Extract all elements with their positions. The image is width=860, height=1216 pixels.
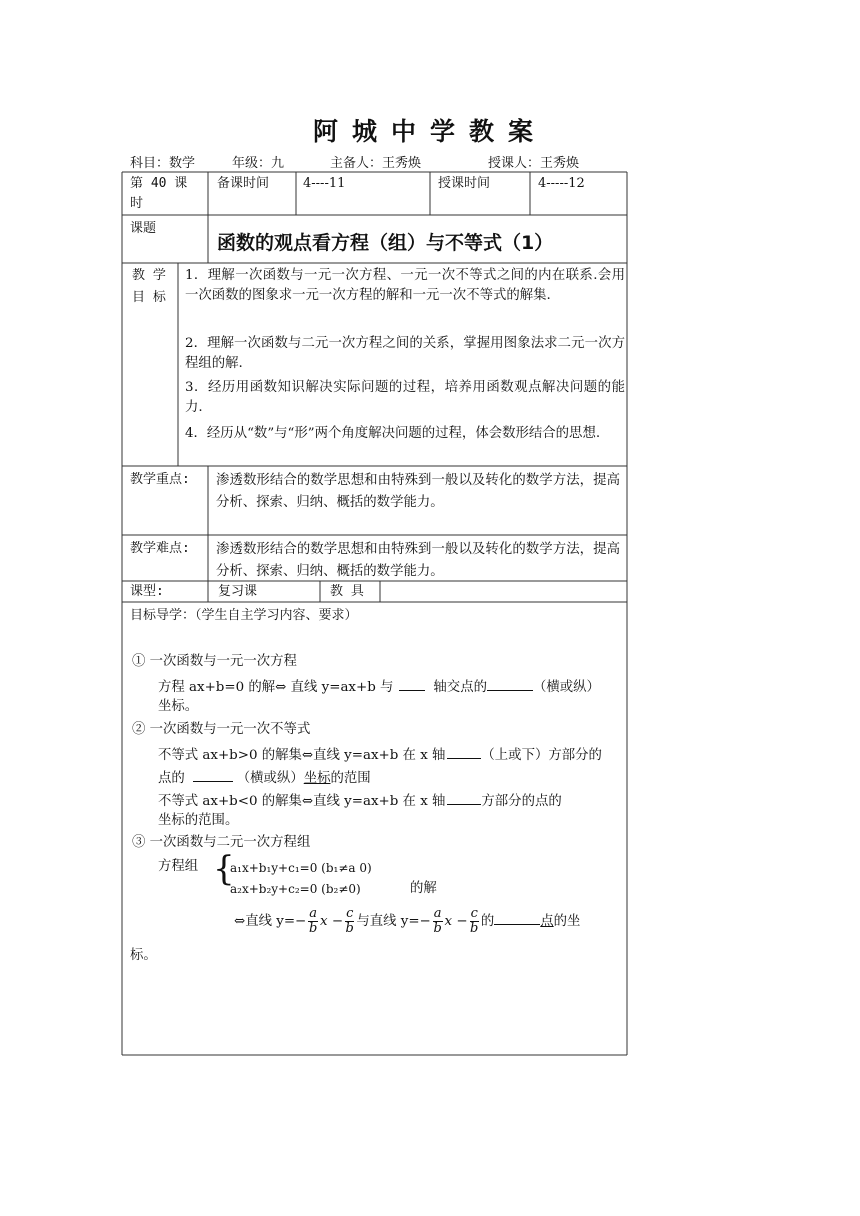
goal-item-2: 2．理解一次函数与二元一次方程之间的关系，掌握用图象法求二元一次方程组的解. (185, 336, 625, 371)
formula-tail: 标。 (130, 948, 157, 963)
brace-icon: { (213, 849, 235, 889)
intersection-type-blank[interactable] (494, 909, 540, 925)
section-2-line-4: 坐标的范围。 (158, 813, 239, 828)
goals-label-line2: 目 标 (132, 290, 166, 305)
section-2-line-2: 点的 （横或纵）坐标的范围 (158, 766, 371, 789)
axis-blank[interactable] (399, 675, 425, 691)
teach-time-label: 授课时间 (438, 176, 491, 191)
goal-item-3: 3．经历用函数知识解决实际问题的过程，培养用函数观点解决问题的能力. (185, 380, 625, 415)
fraction-c-b-1: $\frac{c}{b}$ (345, 906, 354, 936)
goal-item-1: 1．理解一次函数与一元一次方程、一元一次不等式之间的内在联系.会用一次函数的图象求一元一次方程的解和一元一次不等式的解集. (185, 268, 625, 303)
section-2-line-3: 不等式 ax+b<0 的解集⇔直线 y=ax+b 在 x 轴 方部分的点的 (158, 789, 562, 812)
line-intersection-formula: ⇔直线 y=− $\frac{a}{b}$ x − $\frac{c}{b}$ 与直线 y=− $\frac{a}{b}$ x − $\frac{c}{b}$ 的 点的坐 (234, 906, 581, 936)
topic-value: 函数的观点看方程（组）与不等式（1） (217, 232, 554, 254)
section-1-line-1: 方程 ax+b=0 的解⇔ 直线 y=ax+b 与 轴交点的 （横或纵） (158, 675, 600, 698)
prep-time-label: 备课时间 (217, 176, 270, 191)
goal-item-4: 4．经历从“数”与“形”两个角度解决问题的过程，体会数形结合的思想. (185, 426, 601, 441)
teaching-tools-label: 教 具 (330, 584, 364, 599)
equation-2: a₂x+b₂y+c₂=0 (b₂≠0) (230, 882, 361, 896)
key-points-value: 渗透数形结合的数学思想和由特殊到一般以及转化的数学方法，提高分析、探索、归纳、概括的数学能力。 (216, 473, 620, 510)
page-title: 阿城中学教案 (312, 117, 547, 146)
teacher-label: 授课人：王秀焕 (488, 156, 580, 171)
guide-heading: 目标导学：（学生自主学习内容、要求） (130, 608, 358, 623)
system-suffix: 的解 (410, 881, 437, 896)
fraction-c-b-2: $\frac{c}{b}$ (470, 906, 479, 936)
horizontal-vertical-blank[interactable] (193, 766, 233, 782)
lesson-number-line2: 时 (130, 196, 144, 211)
above-below-blank[interactable] (447, 743, 481, 759)
section-2-line-1: 不等式 ax+b>0 的解集⇔直线 y=ax+b 在 x 轴 （上或下）方部分的 (158, 743, 602, 766)
system-label: 方程组 (158, 859, 199, 874)
section-1-line-2: 坐标。 (158, 699, 199, 714)
prep-time-value: 4----11 (303, 176, 346, 191)
axis-side-blank[interactable] (447, 789, 481, 805)
difficulties-value: 渗透数形结合的数学思想和由特殊到一般以及转化的数学方法，提高分析、探索、归纳、概括的数学能力。 (216, 542, 620, 579)
section-2-title: ② 一次函数与一元一次不等式 (132, 722, 311, 737)
section-3-title: ③ 一次函数与二元一次方程组 (132, 835, 311, 850)
lesson-type-label: 课型: (130, 584, 164, 599)
lesson-number-line1: 第 40 课 (130, 176, 188, 191)
difficulties-label: 教学难点: (130, 541, 190, 556)
preparer-label: 主备人：王秀焕 (330, 156, 422, 171)
fraction-a-b-2: $\frac{a}{b}$ (433, 906, 442, 936)
lesson-type-value: 复习课 (218, 584, 258, 599)
goals-label-line1: 教 学 (132, 268, 166, 283)
key-points-label: 教学重点: (130, 472, 190, 487)
teach-time-value: 4-----12 (538, 176, 585, 191)
section-1-title: ① 一次函数与一元一次方程 (132, 654, 297, 669)
fraction-a-b-1: $\frac{a}{b}$ (308, 906, 318, 936)
equation-1: a₁x+b₁y+c₁=0 (b₁≠a 0) (230, 861, 372, 875)
grade-label: 年级：九 (232, 156, 285, 171)
intersection-blank[interactable] (487, 675, 533, 691)
topic-label: 课题 (130, 221, 157, 236)
subject-label: 科目：数学 (130, 156, 196, 171)
